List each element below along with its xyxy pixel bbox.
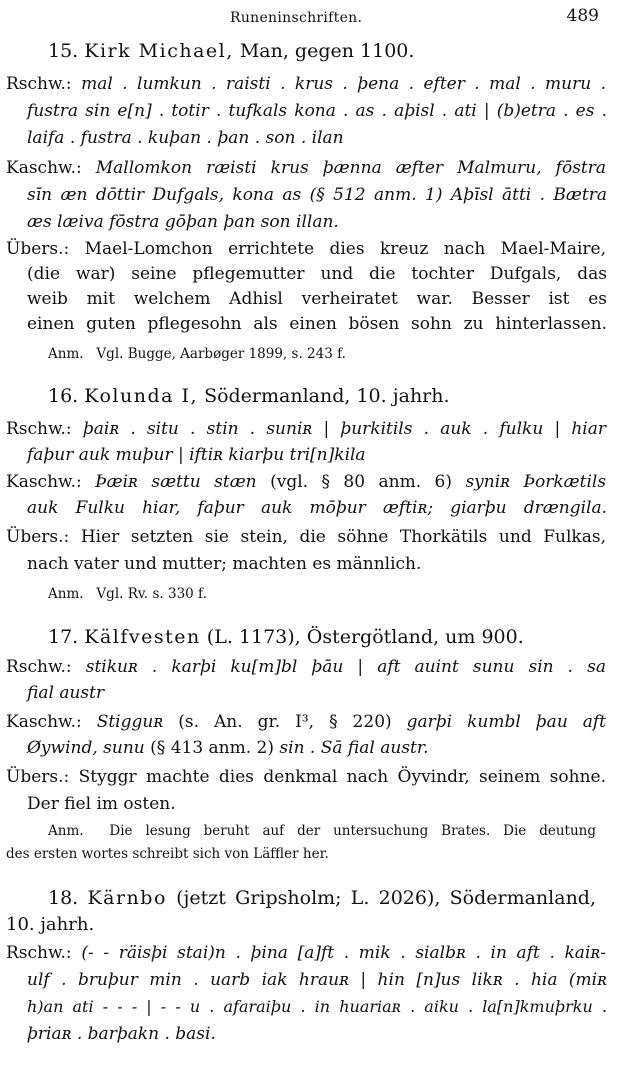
rschw-label: Rschw.: [6,943,72,963]
anm-label: Anm. [48,346,84,362]
kaschw-line-2 [27,738,607,758]
entry-title-18 [48,887,596,909]
entry-place: Kälfvesten [84,626,201,648]
kaschw-text: garþi kumbl þau aft [406,712,607,732]
uebers-text: Mael-Lomchon errichtete dies kreuz nach Mael-Maire, [84,239,606,259]
entry-rest: Man, gegen 1100. [239,40,415,62]
rschw-text: mal . lumkun . raisti . krus . þena . efter . mal . muru . [81,74,606,94]
uebers-line [6,767,606,787]
rschw-text: stikuʀ . karþi ku[m]bl þāu | aft auint sunu sin . sa [85,657,607,677]
entry-place: Kärnbo [87,887,167,909]
page-number: 489 [566,6,599,26]
rschw-label: Rschw.: [6,419,72,439]
rschw-label: Rschw.: [6,74,72,94]
kaschw-text: æs læiva fōstra gōþan þan son illan. [27,212,339,232]
kaschw-text: auk Fulku hiar, faþur auk mōþur æftiʀ; giarþu drængila. [27,498,607,518]
uebers-text: weib mit welchem Adhisl verheiratet war. Besser ist es [27,289,607,309]
rschw-text: þriaʀ . barþakn . basi. [27,1024,216,1044]
entry-place: Kolunda I, [84,385,199,407]
rschw-text: fial austr [27,683,105,703]
rschw-text: h)an ati - - - | - - u . afaraiþu . in huariaʀ . aiku . la[n]kmuþrku . [27,997,607,1016]
anm-text: Vgl. Bugge, Aarbøger 1899, s. 243 f. [96,346,346,362]
entry-rest-2: 10. jahrh. [6,914,95,935]
running-title: Runeninschriften. [230,10,363,26]
kaschw-line [6,472,606,492]
entry-title-17 [48,626,524,648]
uebers-label: Übers.: [6,239,70,259]
rschw-text: faþur auk muþur | iftiʀ kiarþu tri[n]kila [27,445,366,465]
anm-label: Anm. [48,586,84,602]
kaschw-label: Kaschw.: [6,712,82,732]
anmerkung [48,823,596,839]
kaschw-label: Kaschw.: [6,158,82,178]
rschw-line [6,943,606,963]
anmerkung [48,586,207,602]
rschw-text: ulf . bruþur min . uarb iak hrauʀ | hin [n]us likʀ . hia (miʀ [27,970,607,990]
uebers-text: einen guten pflegesohn als einen bösen sohn zu hinterlassen. [27,314,607,334]
uebers-text: nach vater und mutter; machten es männlich. [27,554,422,574]
anm-text: Die lesung beruht auf der untersuchung Brates. Die deutung [109,823,596,839]
kaschw-ref: (vgl. § 80 anm. 6) [270,472,452,492]
kaschw-label: Kaschw.: [6,472,82,492]
kaschw-text: Øywind, sunu [27,738,145,758]
uebers-label: Übers.: [6,767,70,787]
rschw-text: þaiʀ . situ . stin . suniʀ | þurkitils . auk . fulku | hiar [82,419,607,439]
rschw-text: laifa . fustra . kuþan . þan . son . ilan [27,128,344,148]
kaschw-text: Stigguʀ [96,712,164,732]
entry-number: 18. [48,887,79,909]
entry-rest: (jetzt Gripsholm; L. 2026), Södermanland, [176,887,597,909]
kaschw-text: Þæiʀ sættu stæn [95,472,257,492]
uebers-line [6,239,606,259]
uebers-text: (die war) seine pflegemutter und die tochter Dufgals, das [27,264,607,284]
uebers-text: Der fiel im osten. [27,794,176,814]
kaschw-text: sīn æn dōttir Dufgals, kona as (§ 512 anm. 1) Aþīsl ātti . Bætra [27,185,607,205]
rschw-line [6,74,606,94]
kaschw-ref: (§ 413 anm. 2) [150,738,275,758]
kaschw-line [6,158,606,178]
entry-rest: Södermanland, 10. jahrh. [204,385,450,407]
anmerkung [48,346,346,362]
anm-text: des ersten wortes schreibt sich von Läffler her. [6,846,329,862]
uebers-text: Styggr machte dies denkmal nach Öyvindr, seinem sohne. [78,767,606,787]
uebers-text: Hier setzten sie stein, die söhne Thorkätils und Fulkas, [80,527,606,547]
entry-number: 16. [48,385,79,407]
kaschw-text: syniʀ Þorkætils [465,472,607,492]
rschw-line [6,419,606,439]
kaschw-text: Mallomkon ræisti krus þænna æfter Malmuru, fōstra [95,158,607,178]
rschw-text: (- - räisþi stai)n . þina [a]ft . mik . sialbʀ . in aft . kaiʀ- [81,943,606,963]
rschw-label: Rschw.: [6,657,72,677]
entry-place: Kirk Michael, [84,40,234,62]
entry-rest: (L. 1173), Östergötland, um 900. [206,626,524,648]
entry-number: 17. [48,626,79,648]
entry-title-16 [48,385,450,407]
rschw-text: fustra sin e[n] . totir . tufkals kona . as . aþisl . ati | (b)etra . es . [27,101,607,121]
entry-number: 15. [48,40,79,62]
page-header [0,4,621,30]
kaschw-text: sin . Sā fial austr. [279,738,429,758]
entry-title-15 [48,40,414,62]
rschw-line [6,657,606,677]
kaschw-ref: (s. An. gr. I³, § 220) [178,712,392,732]
anm-label: Anm. [48,823,84,839]
uebers-line [6,527,606,547]
kaschw-line [6,712,606,732]
anm-text: Vgl. Rv. s. 330 f. [96,586,207,602]
uebers-label: Übers.: [6,527,70,547]
